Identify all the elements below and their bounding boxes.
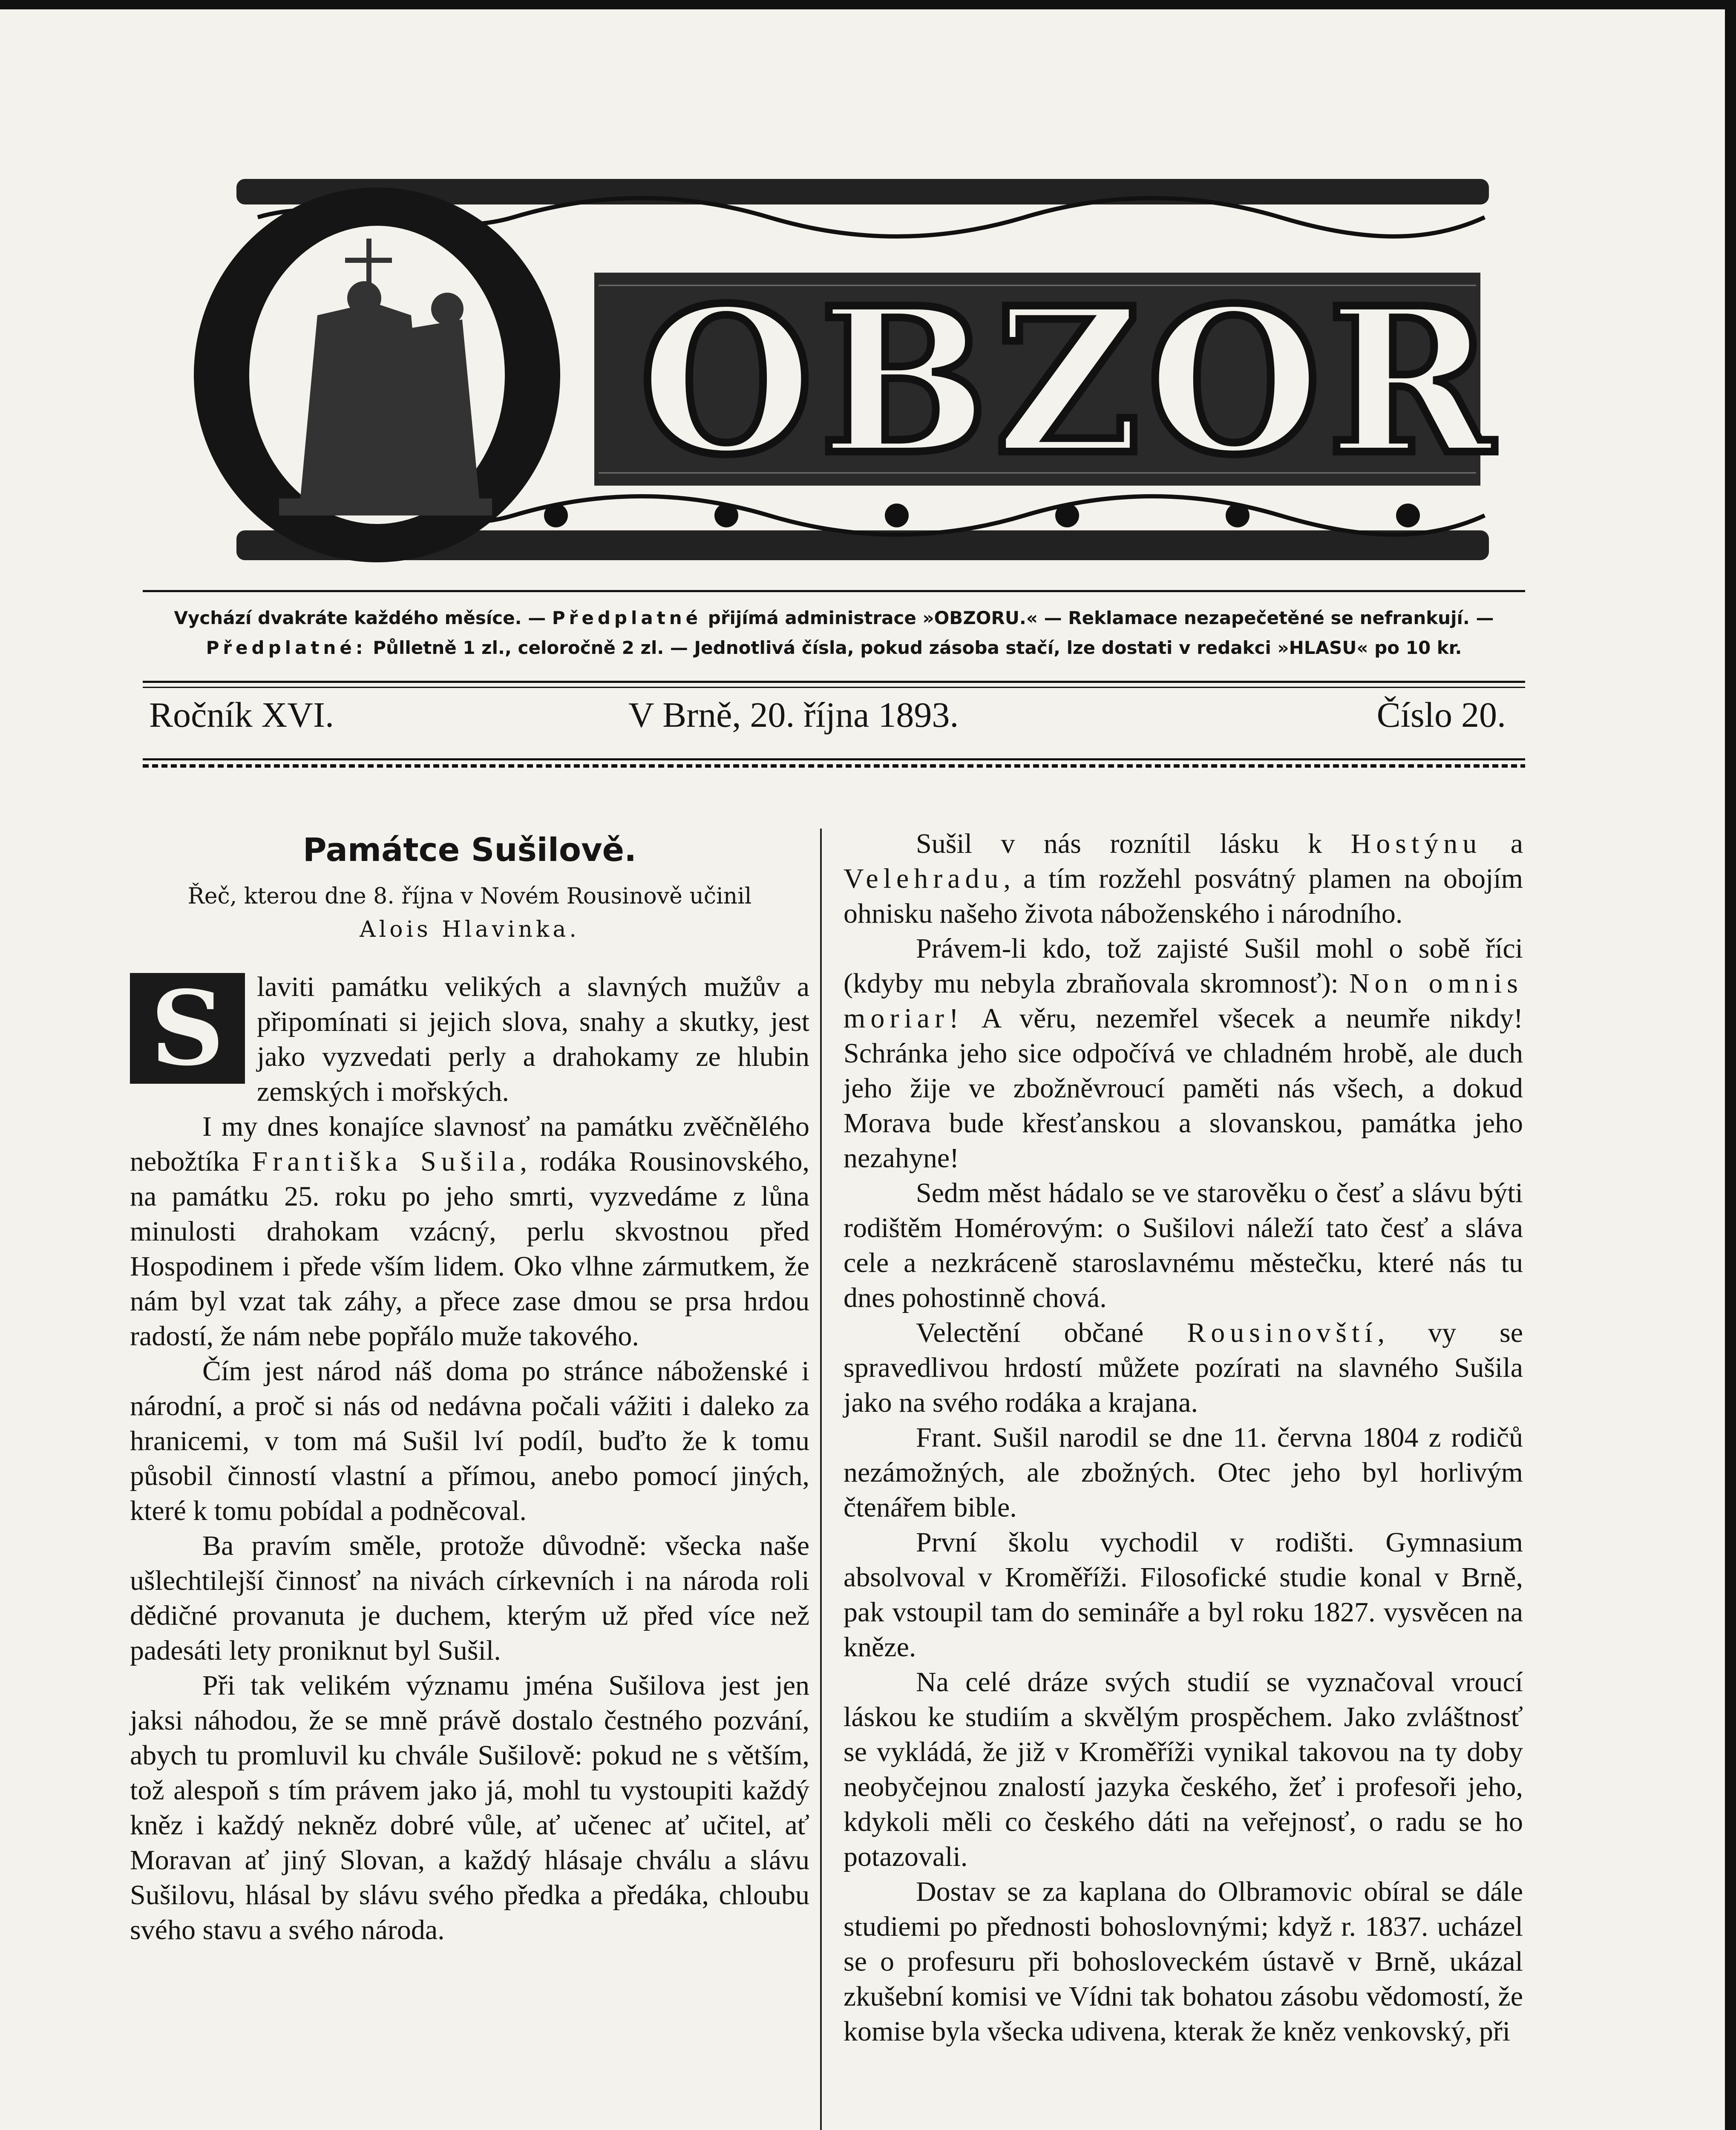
- issue-top-rule-2: [143, 687, 1525, 688]
- notice-l1-c: přijímá administrace »OBZORU.« — Reklamace nezapečetěné se nefrankují. —: [702, 607, 1494, 628]
- article-subtitle: [130, 880, 809, 946]
- subtitle-text: Řeč, kterou dne 8. října v Novém Rousinově učinil: [187, 884, 752, 909]
- left-p1: laviti památku velikých a slavných mužův a připomínati si jejich slova, snahy a skutky, jest jako vyzvedati perly a drahokamy ze hlubin zemských i mořských.: [257, 971, 809, 1107]
- right-p2a: Právem-li kdo, tož zajisté Sušil mohl o sobě říci (kdyby mu nebyla zbraňovala skromnosť):: [844, 933, 1523, 999]
- right-p1e: , a tím rozžehl posvátný plamen na obojím ohnisku našeho života náboženského i národního.: [844, 863, 1523, 929]
- left-p2b: , rodáka Rousinovského, na památku 25. roku po jeho smrti, vyzvedáme z lůna minulosti drahokam vzácný, perlu skvostnou před Hospodinem i přede vším lidem. Oko vlhne zármutkem, že nám byl vzat tak záhy, a přece zase dmou se prsa hrdou radostí, že nám nebe popřálo muže takového.: [130, 1146, 809, 1352]
- paragraph: Při tak velikém významu jména Sušilova jest jen jaksi náhodou, že se mně právě dostalo čestného pozvání, abych tu promluvil ku chvále Sušilově: pokud ne s větším, tož alespoň s tím právem jako já, mohl tu vystoupiti každý kněz i každý nekněz dobré vůle, ať učenec ať učitel, ať Moravan ať jiný Slovan, a každý hlásaje chválu a slávu Sušilovu, hlásal by slávu svého předka a předáka, chloubu svého stavu a svého národa.: [130, 1670, 809, 1946]
- notice-l1-a: Vychází dvakráte každého měsíce. —: [174, 607, 552, 628]
- left-p2-name: Františka Sušila: [252, 1146, 520, 1177]
- paragraph: Sedm měst hádalo se ve starověku o česť a slávu býti rodištěm Homérovým: o Sušilovi náleží tato česť a sláva cele a nezkráceně staroslavnému městečku, které nás tu dnes pohostinně chová.: [844, 1177, 1523, 1313]
- page-edge-top: [0, 0, 1736, 9]
- notice-l2-a: Předplatné:: [206, 637, 367, 658]
- notice-top-rule: [143, 590, 1525, 592]
- issue-bottom-rule-2: [143, 764, 1525, 768]
- paragraph: Čím jest národ náš doma po stránce náboženské i národní, a proč si nás od nedávna počali vážiti i daleko za hranicemi, v tom má Sušil lví podíl, buďto že k tomu působil činností vlastní a přímou, anebo pomocí jiných, které k tomu pobídal a podněcoval.: [130, 1356, 809, 1526]
- paragraph: [130, 970, 809, 1109]
- right-column: [844, 826, 1523, 2049]
- right-p1-velehrad: Velehradu: [844, 863, 1004, 894]
- paragraph: [844, 826, 1523, 931]
- issue-number: Číslo 20.: [1376, 695, 1506, 735]
- masthead: [173, 175, 1500, 569]
- paragraph: [844, 1315, 1523, 1420]
- column-divider: [820, 829, 822, 2130]
- right-p1-hostyn: Hostýnu: [1350, 828, 1482, 859]
- author: Alois Hlavinka.: [360, 917, 580, 942]
- paragraph: Ba pravím směle, protože důvodně: všecka naše ušlechtilejší činnosť na nivách církevních i na národa roli dědičné provanuta je duchem, kterým už před více než padesáti lety proniknut byl Sušil.: [130, 1530, 809, 1666]
- place-date: V Brně, 20. října 1893.: [628, 695, 959, 735]
- right-p2c: A věru, nezemřel všecek a neumře nikdy! Schránka jeho sice odpočívá ve chladném hrobě, ale duch jeho žije ve zbožněvroucí paměti nás všech, a dokud Morava bude křesťanskou a slovanskou, památka jeho nezahyne!: [844, 1003, 1523, 1174]
- paragraph: [130, 1109, 809, 1354]
- article-title: Památce Sušilově.: [302, 831, 637, 869]
- dropcap: S: [130, 973, 245, 1084]
- notice-line-2: [143, 635, 1525, 661]
- paragraph: První školu vychodil v rodišti. Gymnasium absolvoval v Kroměříži. Filosofické studie konal v Brně, pak vstoupil tam do semináře a byl roku 1827. vysvěcen na kněze.: [844, 1527, 1523, 1663]
- paragraph: [844, 931, 1523, 1176]
- right-p4c: , vy se spravedlivou hrdostí můžete pozírati na slavného Sušila jako na svého rodáka a krajana.: [844, 1317, 1523, 1418]
- right-p2-latin: Non omnis moriar!: [844, 968, 1523, 1034]
- notice-l2-b: Půlletně 1 zl., celoročně 2 zl. — Jednotlivá čísla, pokud zásoba stačí, lze dostati v redakci »HLASU« po 10 kr.: [366, 637, 1462, 658]
- right-p4-rousinovsti: Rousinovští: [1187, 1317, 1378, 1348]
- notice-line-1: [143, 605, 1525, 631]
- right-p4a: Velectění občané: [916, 1317, 1187, 1348]
- issue-line: [149, 694, 1506, 741]
- left-column: [130, 826, 809, 1948]
- right-p1c: a: [1482, 828, 1523, 859]
- issue-top-rule-1: [143, 681, 1525, 683]
- paragraph: Dostav se za kaplana do Olbramovic obíral se dále studiemi po přednosti bohoslovnými; když r. 1837. ucházel se o profesuru při bohosloveckém ústavě v Brně, ukázal zkušební komisi ve Vídni tak bohatou zásobu vědomostí, že komise byla všecka udivena, kterak že kněz venkovský, při: [844, 1876, 1523, 2047]
- issue-bottom-rule-1: [143, 758, 1525, 760]
- page-edge-right: [1725, 0, 1736, 2130]
- volume: Ročník XVI.: [149, 695, 334, 735]
- paragraph: Frant. Sušil narodil se dne 11. června 1804 z rodičů nezámožných, ale zbožných. Otec jeho byl horlivým čtenářem bible.: [844, 1422, 1523, 1523]
- notice-l1-b: Předplatné: [552, 607, 702, 628]
- left-p2a: I my dnes konajíce slavnosť na památku zvěčnělého nebožtíka: [130, 1111, 809, 1177]
- paragraph: Na celé dráze svých studií se vyznačoval vroucí láskou ke studiím a skvělým prospěchem. Jako zvláštnosť se vykládá, že již v Kroměříži vynikal takovou na ty doby neobyčejnou znalostí jazyka českého, žeť i profesoři jeho, kdykoli měli co českého dáti na veřejnosť, o radu se ho potazovali.: [844, 1667, 1523, 1872]
- masthead-title: OBZOR: [639, 264, 1500, 499]
- right-p1a: Sušil v nás roznítil lásku k: [916, 828, 1351, 859]
